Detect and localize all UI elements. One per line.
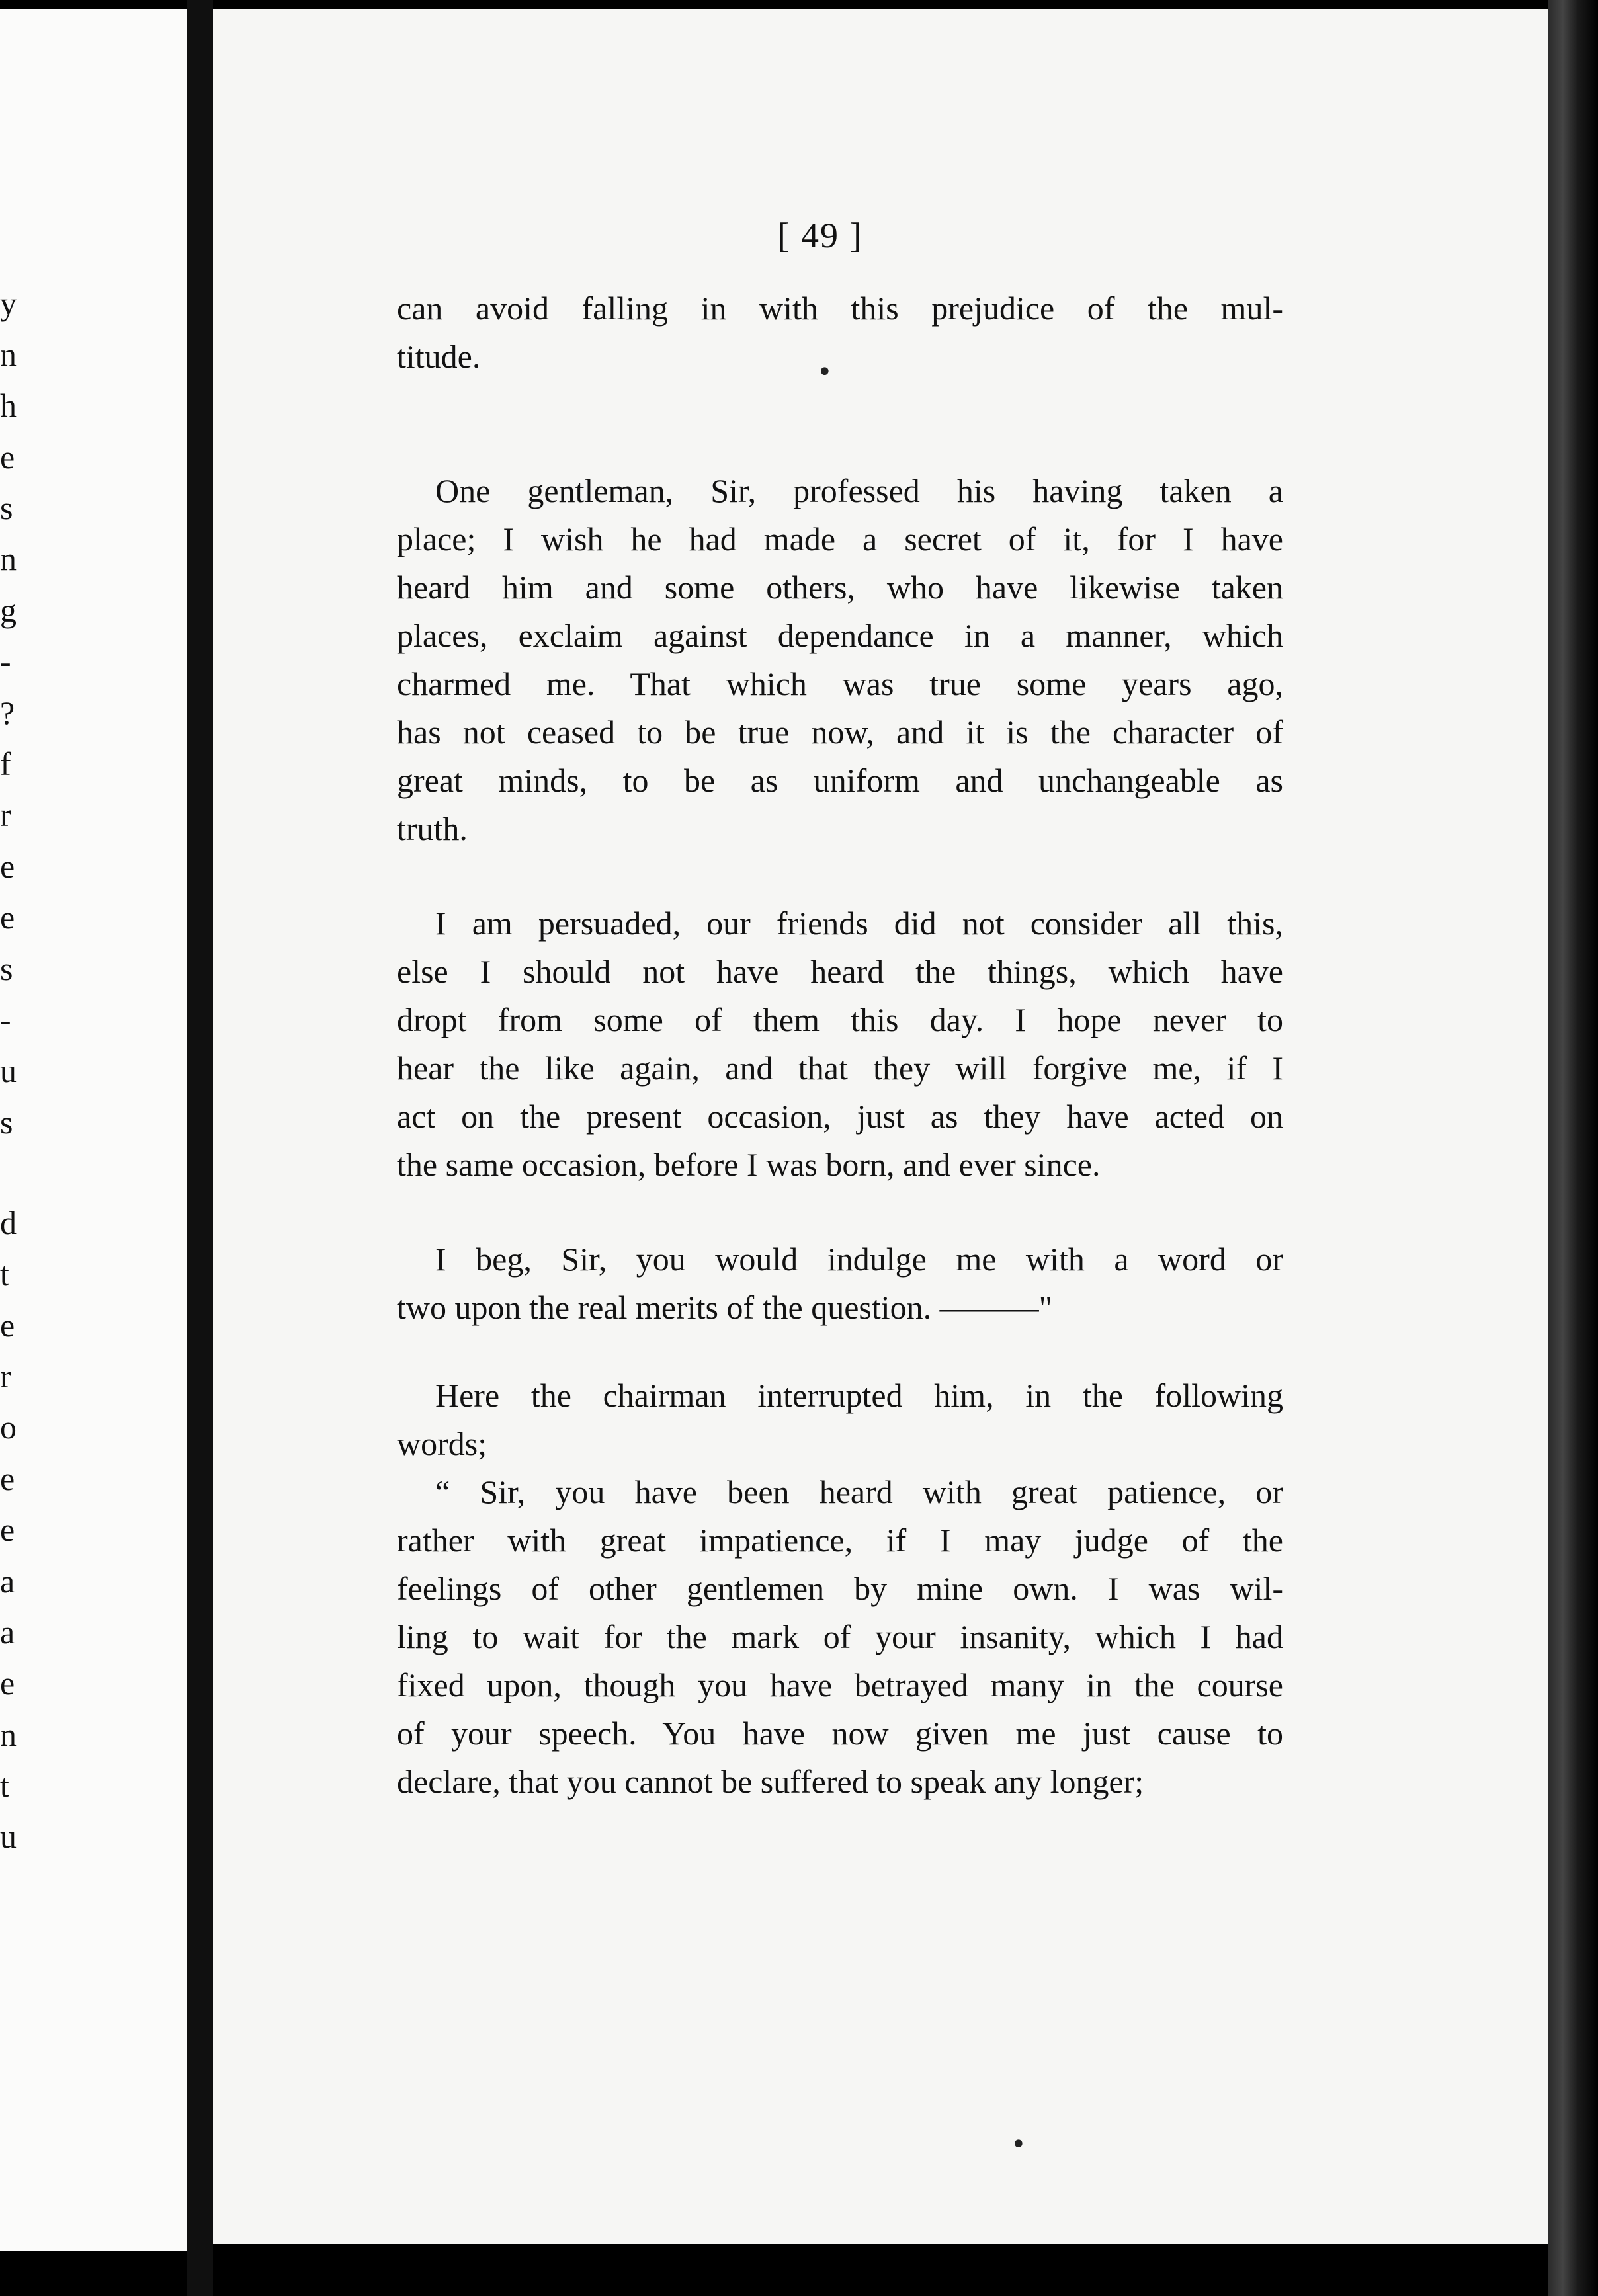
left-page-letter: a [0, 1614, 15, 1651]
left-page-letter: n [0, 1716, 17, 1753]
text-line: truth. [397, 810, 468, 847]
text-line: act on the present occasion, just as they have acted on [397, 1098, 1283, 1135]
left-page-letter: o [0, 1409, 17, 1446]
text-line: of your speech. You have now given me just cause to [397, 1715, 1283, 1752]
text-line: the same occasion, before I was born, and ever since. [397, 1146, 1101, 1183]
paragraph [397, 899, 1283, 1189]
text-line: I am persuaded, our friends did not consider all this, [435, 905, 1283, 942]
left-page-letter: e [0, 1511, 15, 1548]
text-line: declare, that you cannot be suffered to speak any longer; [397, 1763, 1144, 1800]
left-page-letter: - [0, 643, 11, 680]
book-gutter [187, 0, 213, 2296]
text-line: I beg, Sir, you would indulge me with a word or [435, 1241, 1283, 1278]
left-page-edge [0, 9, 187, 2251]
page-edge-shadow [1548, 0, 1598, 2296]
text-line: dropt from some of them this day. I hope never to [397, 1001, 1283, 1038]
text-line: great minds, to be as uniform and unchangeable as [397, 762, 1283, 799]
left-page-letter: e [0, 438, 15, 475]
left-page-letter: u [0, 1818, 17, 1855]
text-line: heard him and some others, who have likewise taken [397, 569, 1283, 606]
text-line: One gentleman, Sir, professed his having taken a [435, 472, 1283, 509]
left-page-letter: s [0, 489, 13, 526]
paragraph [397, 1372, 1283, 1468]
left-page-letter: n [0, 336, 17, 373]
text-line: two upon the real merits of the question. ———" [397, 1289, 1053, 1326]
left-page-letter: d [0, 1204, 17, 1241]
text-line: feelings of other gentlemen by mine own. I was wil- [397, 1570, 1283, 1607]
text-line: can avoid falling in with this prejudice of the mul- [397, 290, 1283, 327]
left-page-letter: e [0, 1460, 15, 1497]
text-line: charmed me. That which was true some years ago, [397, 665, 1283, 702]
ink-fleck: • [1011, 2129, 1027, 2160]
text-line: hear the like again, and that they will forgive me, if I [397, 1049, 1283, 1086]
left-page-letter: r [0, 1358, 11, 1395]
left-page-letter: t [0, 1767, 9, 1804]
text-line: ling to wait for the mark of your insanity, which I had [397, 1618, 1283, 1655]
left-page-letter: e [0, 899, 15, 936]
paragraph [397, 284, 1283, 381]
left-page-letter: - [0, 1001, 11, 1038]
left-page-letter: e [0, 1664, 15, 1702]
text-line: place; I wish he had made a secret of it, for I have [397, 520, 1283, 557]
text-line: rather with great impatience, if I may judge of the [397, 1522, 1283, 1559]
text-line: else I should not have heard the things, which have [397, 953, 1283, 990]
ink-fleck: • [817, 357, 833, 388]
text-line: words; [397, 1425, 487, 1462]
left-page-letter: f [0, 745, 11, 782]
paragraph [397, 467, 1283, 853]
text-line: places, exclaim against dependance in a manner, which [397, 617, 1283, 654]
left-page-letter: u [0, 1052, 17, 1089]
left-page-letter: y [0, 285, 17, 322]
text-line: titude. [397, 338, 481, 375]
left-page-letter: e [0, 1307, 15, 1344]
left-page-letter: e [0, 848, 15, 885]
paragraph [397, 1468, 1283, 1806]
text-line: “ Sir, you have been heard with great patience, or [435, 1473, 1283, 1510]
page-number: [ 49 ] [777, 216, 863, 255]
text-line: Here the chairman interrupted him, in the following [435, 1377, 1283, 1414]
left-page-letter: s [0, 950, 13, 987]
text-line: fixed upon, though you have betrayed many in the course [397, 1666, 1283, 1703]
left-page-letter: a [0, 1563, 15, 1600]
left-page-letter: h [0, 387, 17, 424]
left-page-letter: t [0, 1255, 9, 1292]
left-page-letter: s [0, 1104, 13, 1141]
left-page-letter: n [0, 540, 17, 577]
text-line: has not ceased to be true now, and it is the character of [397, 714, 1283, 751]
left-page-letter: g [0, 592, 17, 629]
left-page-letter: r [0, 796, 11, 833]
left-page-letter: ? [0, 694, 15, 731]
paragraph [397, 1235, 1283, 1332]
